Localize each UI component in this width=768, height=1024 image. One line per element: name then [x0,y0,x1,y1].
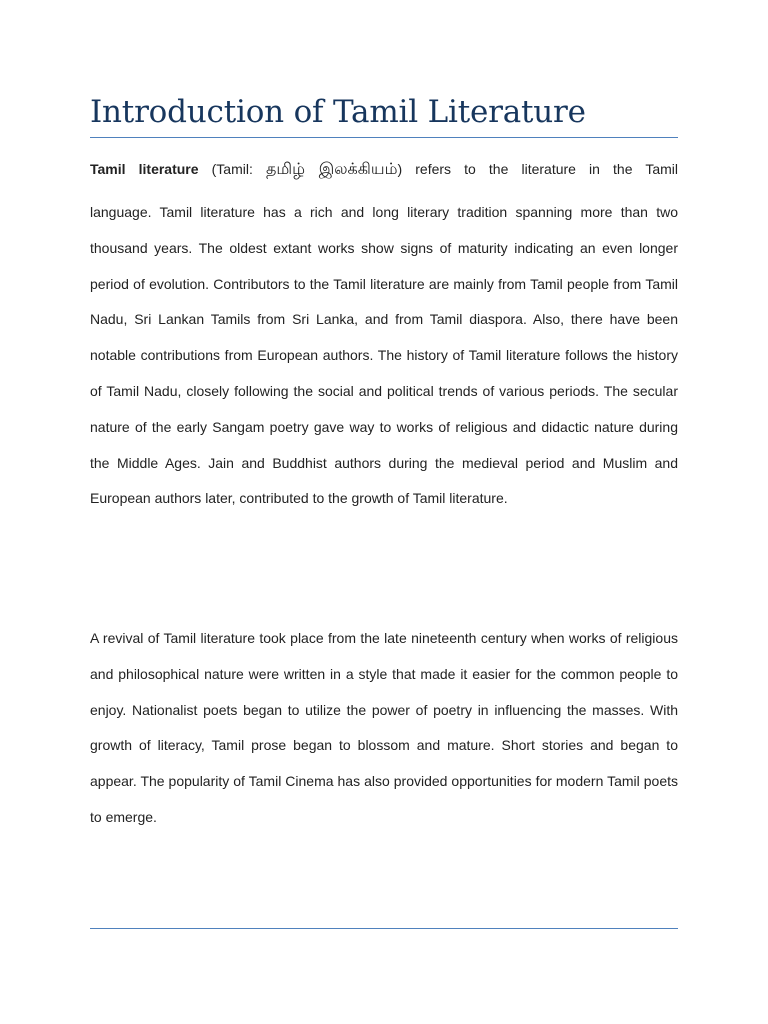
tamil-script-text: தமிழ் இலக்கியம் [265,161,398,178]
intro-paragraph [90,150,678,517]
first-line-rest-text: ) refers to the literature in the Tamil [397,161,679,177]
revival-paragraph: A revival of Tamil literature took place from the late nineteenth century when works of religious and philosophical nature were written in a style that made it easier for the common people to enjoy. Nationalist poets began to utilize the power of poetry in influencing the masses. With growth of literacy, Tamil prose began to blossom and mature. Short stories and began to appear. The popularity of Tamil Cinema has also provided opportunities for modern Tamil poets to emerge. [90,630,678,825]
intro-paragraph-body: language. Tamil literature has a rich and long literary tradition spanning more than two thousand years. The oldest extant works show signs of maturity indicating an even longer period of evolution. Contributors to the Tamil literature are mainly from Tamil people from Tamil Nadu, Sri Lankan Tamils from Sri Lanka, and from Tamil diaspora. Also, there have been notable contributions from European authors. The history of Tamil literature follows the history of Tamil Nadu, closely following the social and political trends of various periods. The secular nature of the early Sangam poetry gave way to works of religious and didactic nature during the Middle Ages. Jain and Buddhist authors during the medieval period and Muslim and European authors later, contributed to the growth of Tamil literature. [90,204,678,507]
footer-rule [90,928,678,929]
lead-term: Tamil literature [90,161,199,177]
title-underline-rule [90,137,678,138]
page-title: Introduction of Tamil Literature [90,94,586,130]
paren-open-text: (Tamil: [198,161,266,177]
intro-paragraph-first-line [90,150,678,189]
